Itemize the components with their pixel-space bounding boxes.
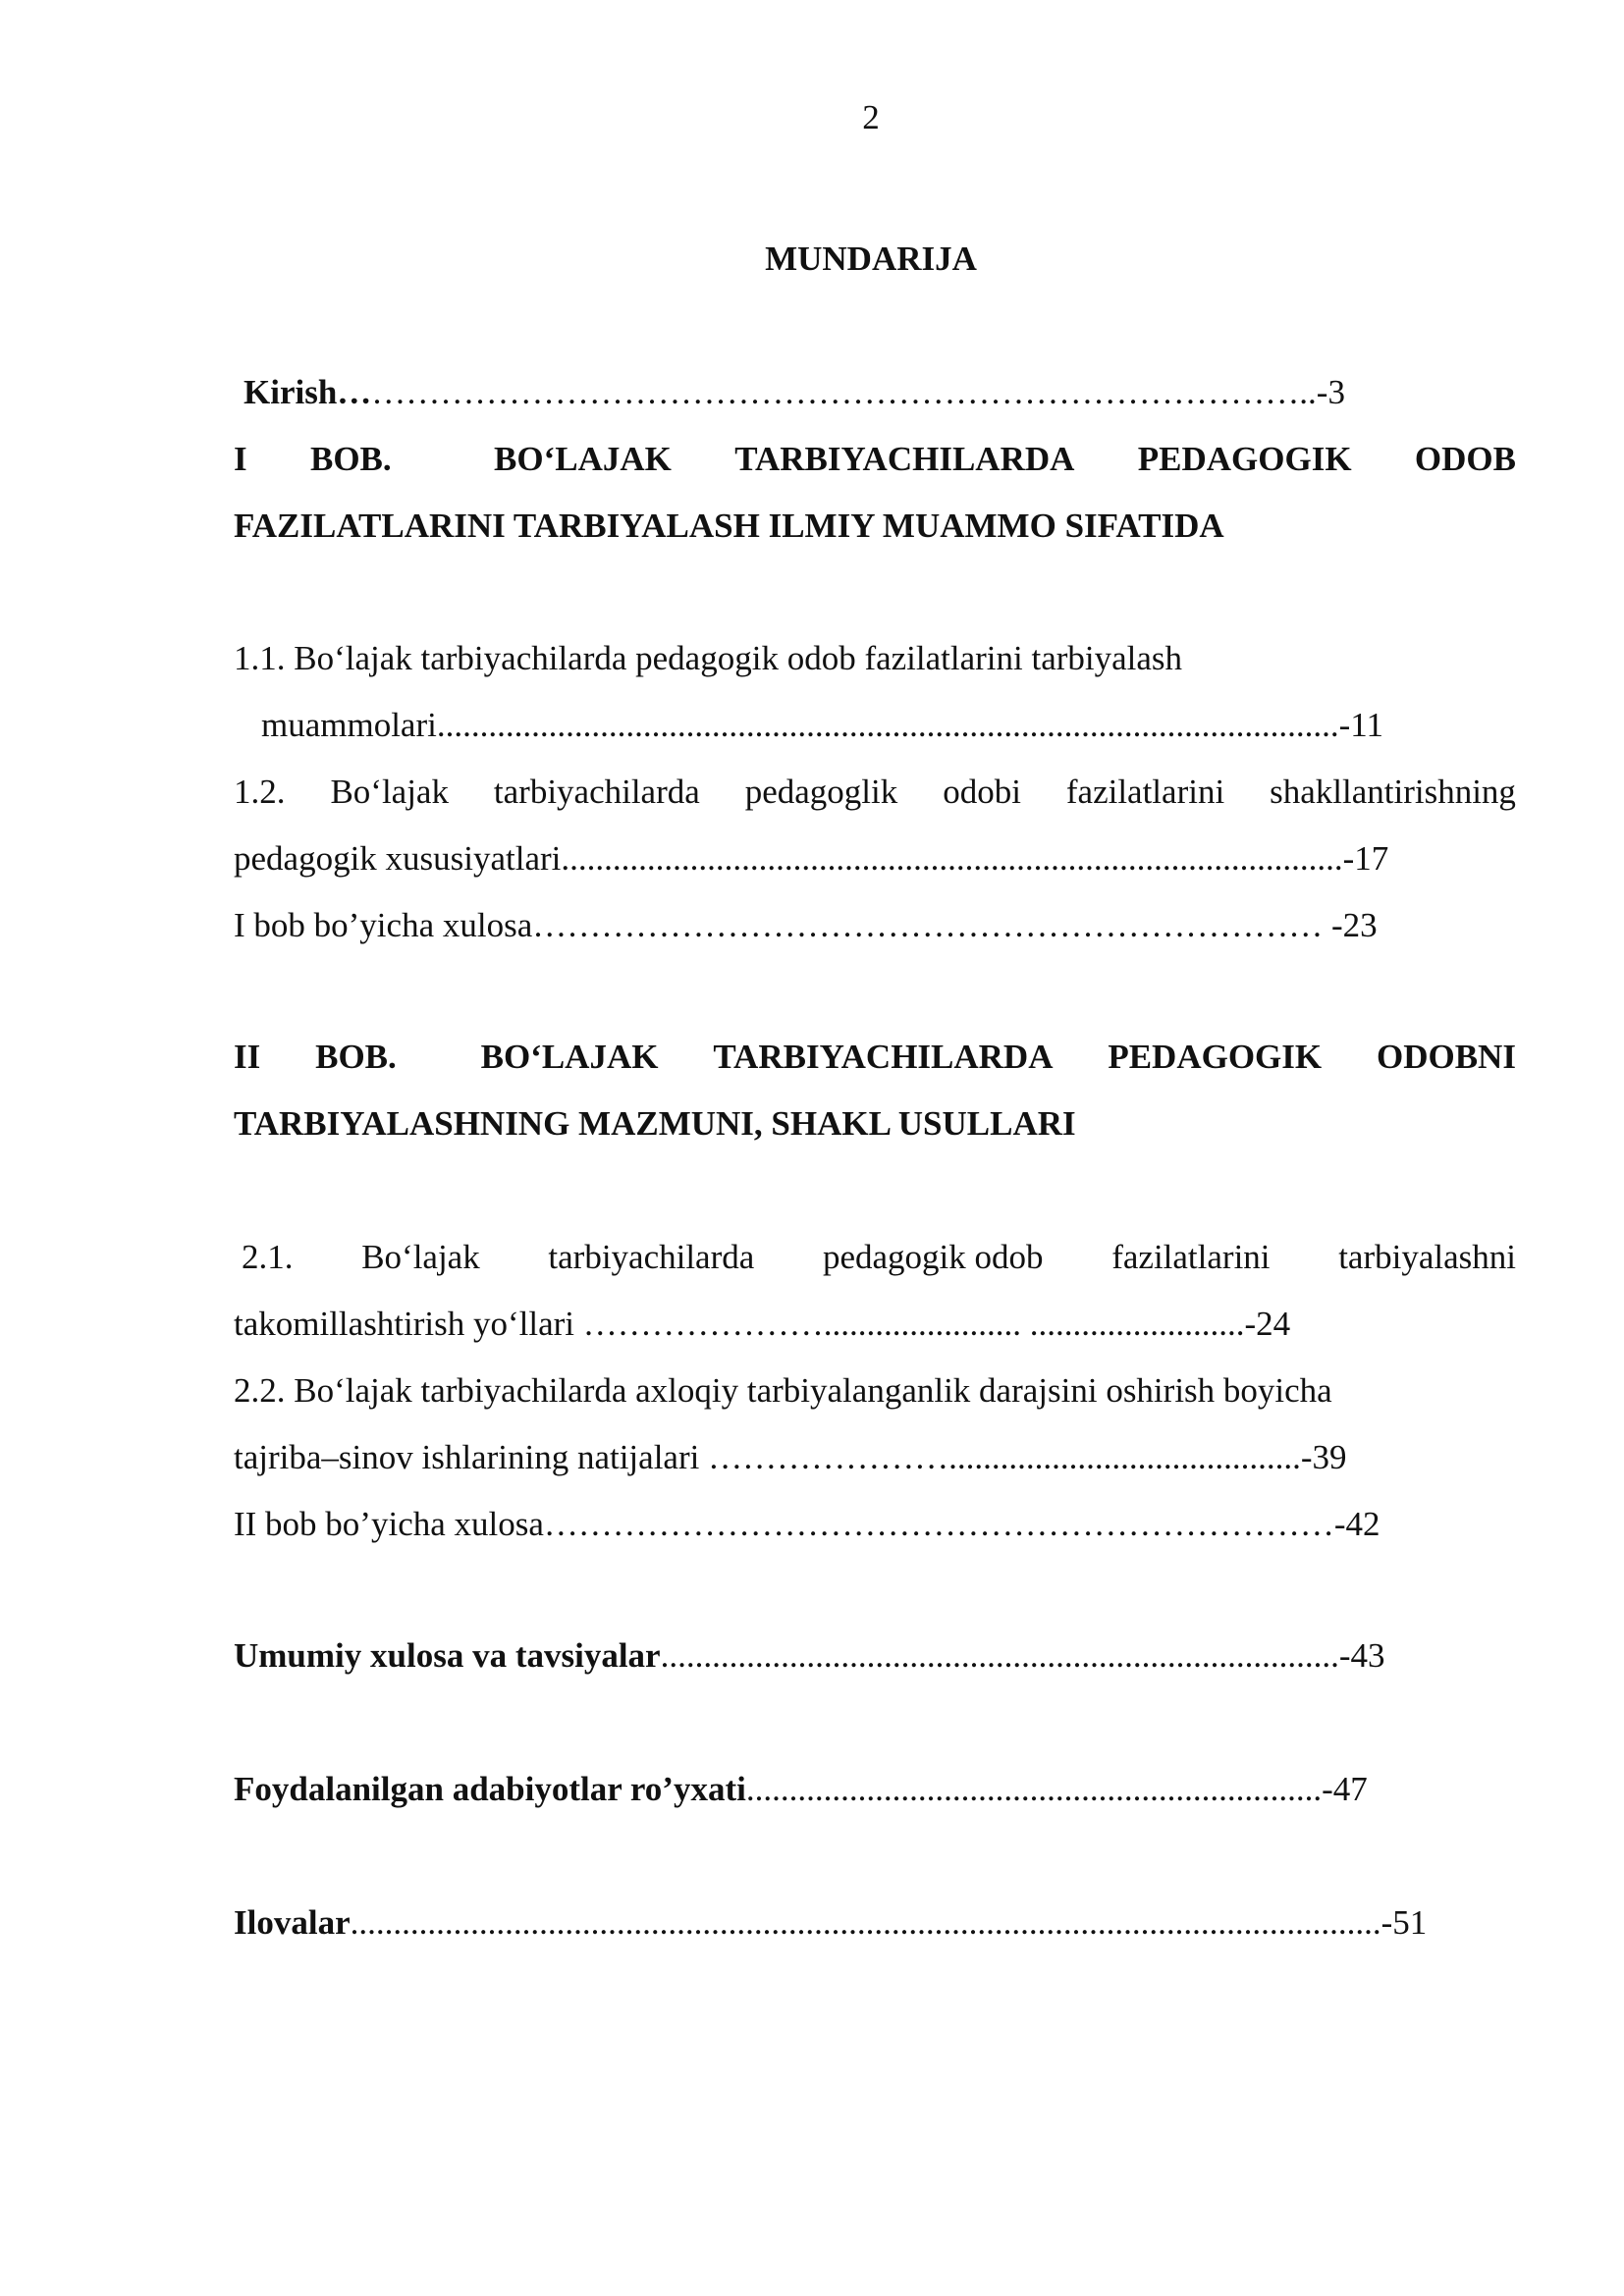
- toc-entry-2-2-line-1: 2.2. Bo‘lajak tarbiyachilarda axloqiy tarbiyalanganlik darajsini oshirish boyicha: [234, 1371, 1332, 1410]
- toc-entry-chapter-2-summary: II bob bo’yicha xulosa……………………………………………………………-42: [234, 1505, 1380, 1543]
- toc-leader: ……………………………………………………………: [543, 1505, 1334, 1543]
- chapter-2-heading-line-1: II BOB. BO‘LAJAK TARBIYACHILARDA PEDAGOGIK ODOBNI: [234, 1038, 1516, 1076]
- toc-page-ref: -23: [1323, 906, 1378, 944]
- toc-entry-chapter-1-summary: I bob bo’yicha xulosa…………………………………………………………… -23: [234, 906, 1378, 944]
- toc-leader: .........................................................................................................: [436, 706, 1339, 744]
- toc-entry-2-1-line-2: takomillashtirish yo‘llari …………………....................... .........................-24: [234, 1305, 1291, 1343]
- toc-title: MUNDARIJA: [765, 240, 977, 278]
- toc-entry-kirish: [244, 371, 1345, 414]
- toc-leader: ...................................................................: [745, 1770, 1323, 1808]
- toc-leader: ...........................................................................................: [561, 839, 1343, 878]
- toc-entry-1-1-line-1: 1.1. Bo‘lajak tarbiyachilarda pedagogik odob fazilatlarini tarbiyalash: [234, 639, 1183, 677]
- toc-entry-1-2-line-1: 1.2. Bo‘lajak tarbiyachilarda pedagoglik odobi fazilatlarini shakllantirishning: [234, 773, 1516, 811]
- toc-entry-conclusion: Umumiy xulosa va tavsiyalar...............................................................................-43: [234, 1636, 1385, 1675]
- toc-page-ref: -17: [1342, 839, 1389, 878]
- toc-leader: ………………………………………………………………………..: [371, 373, 1317, 411]
- toc-page-ref: -24: [1244, 1305, 1291, 1343]
- toc-page-ref: -51: [1380, 1903, 1428, 1942]
- toc-entry-2-2-line-2: tajriba–sinov ishlarining natijalari ………………….........................................-39: [234, 1438, 1347, 1476]
- toc-page-ref: -47: [1322, 1770, 1368, 1808]
- toc-leader: ……………………………………………………………: [532, 906, 1324, 944]
- toc-page-ref: -39: [1300, 1438, 1347, 1476]
- toc-entry-title: Kirish…: [244, 373, 372, 411]
- toc-leader: ........................................................................................................................: [350, 1903, 1381, 1942]
- toc-page-ref: -42: [1333, 1505, 1380, 1543]
- chapter-1-heading-line-1: I BOB. BO‘LAJAK TARBIYACHILARDA PEDAGOGIK ODOB: [234, 440, 1516, 478]
- toc-entry-references: Foydalanilgan adabiyotlar ro’yxati...................................................................-47: [234, 1770, 1368, 1808]
- toc-entry-appendices: Ilovalar........................................................................................................................-51: [234, 1903, 1428, 1942]
- chapter-1-heading-line-2: FAZILATLARINI TARBIYALASH ILMIY MUAMMO SIFATIDA: [234, 507, 1224, 545]
- toc-page-ref: -43: [1338, 1636, 1385, 1675]
- toc-entry-1-1-line-2: muammolari.........................................................................................................-11: [261, 706, 1383, 744]
- toc-leader: ...............................................................................: [660, 1636, 1339, 1675]
- toc-page-ref: -11: [1338, 706, 1383, 744]
- toc-entry-2-1-line-1: 2.1. Bo‘lajak tarbiyachilarda pedagogik odob fazilatlarini tarbiyalashni: [242, 1238, 1516, 1276]
- toc-page-ref: -3: [1316, 373, 1345, 411]
- toc-entry-1-2-line-2: pedagogik xususiyatlari...........................................................................................-17: [234, 839, 1389, 878]
- chapter-2-heading-line-2: TARBIYALASHNING MAZMUNI, SHAKL USULLARI: [234, 1104, 1076, 1143]
- page-number: 2: [862, 98, 880, 136]
